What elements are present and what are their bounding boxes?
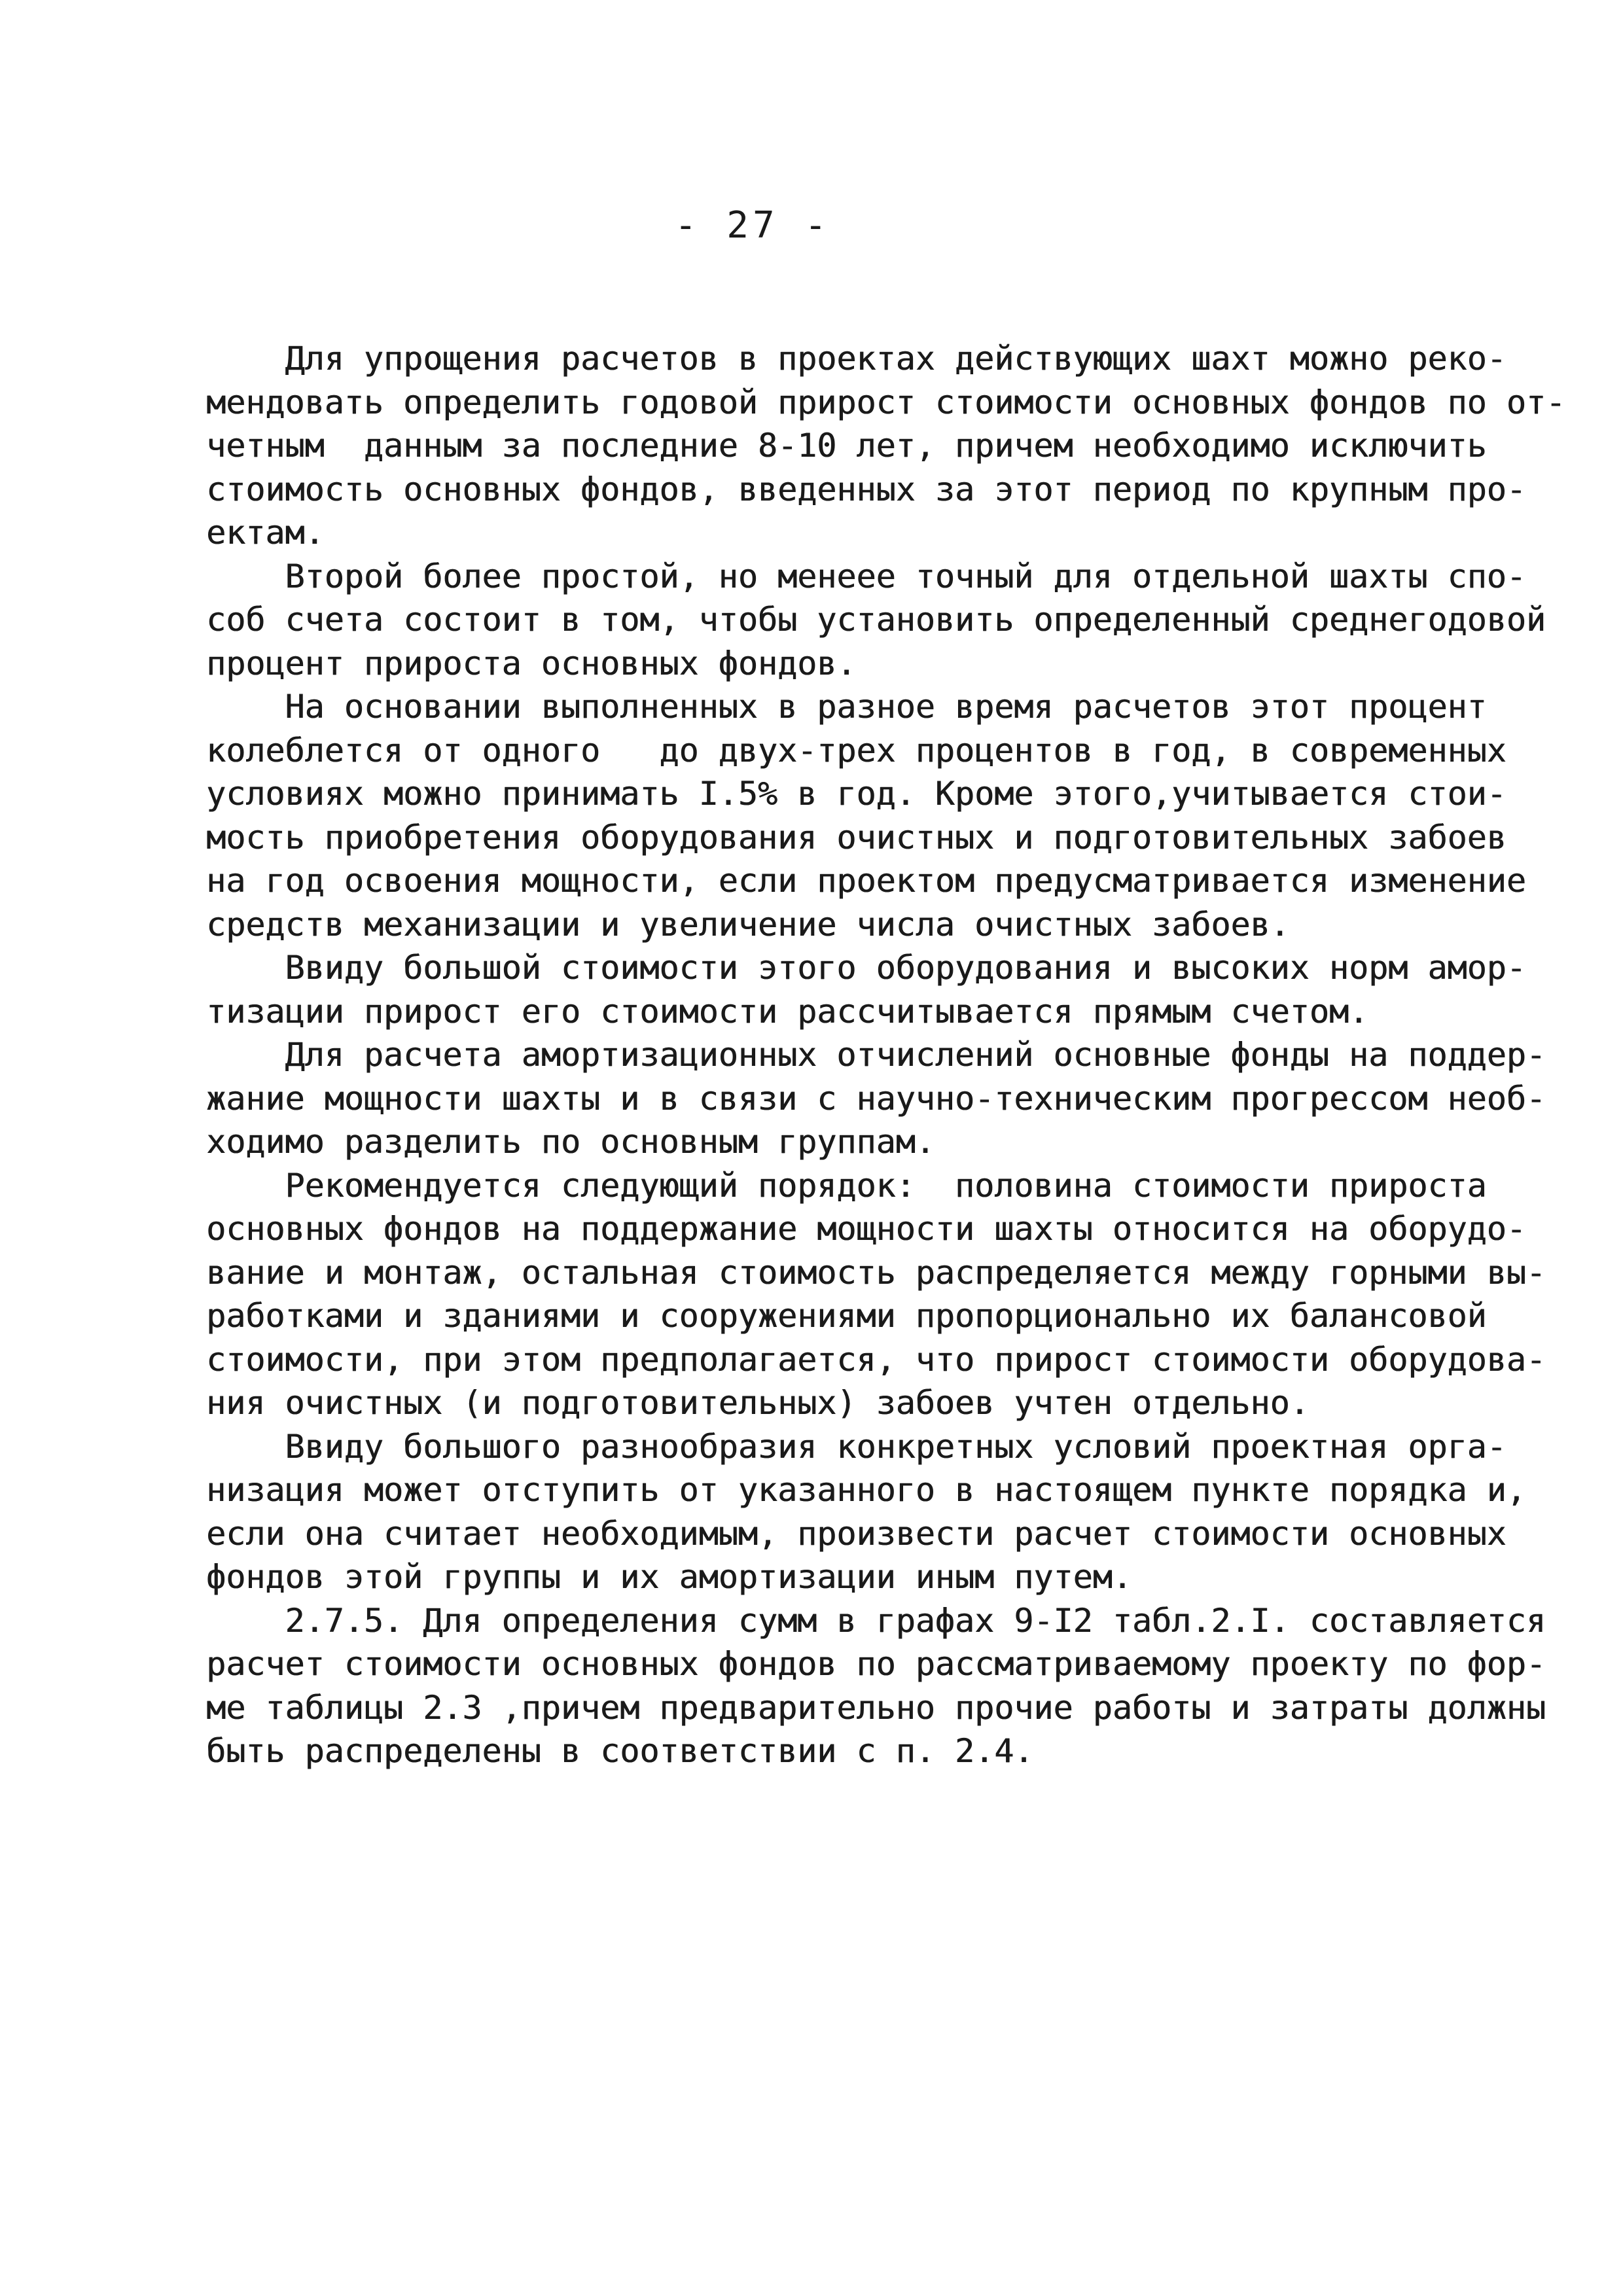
text-line: жание мощности шахты и в связи с научно-техническим прогрессом необ- [206,1079,1546,1118]
text-line: стоимости, при этом предполагается, что прирост стоимости оборудова- [206,1340,1546,1379]
text-line: Рекомендуется следующий порядок: половина стоимости прироста [206,1166,1487,1205]
paragraph [206,1425,1526,1599]
text-line: ния очистных (и подготовительных) забоев учтен отдельно. [206,1384,1310,1422]
paragraph [206,337,1566,555]
text-line: На основании выполненных в разное время расчетов этот процент [206,688,1487,726]
text-line: 2.7.5. Для определения сумм в графах 9-I2 табл.2.I. составляется [206,1601,1546,1640]
paragraph [206,1033,1546,1164]
text-line: основных фондов на поддержание мощности шахты относится на оборудо- [206,1210,1526,1248]
text-line: мендовать определить годовой прирост стоимости основных фондов по от- [206,383,1566,421]
text-line: колеблется от одного до двух-трех процентов в год, в современных [206,731,1507,769]
text-line: средств механизации и увеличение числа очистных забоев. [206,905,1290,944]
text-line: условиях можно принимать I.5% в год. Кроме этого,учитывается стои- [206,775,1507,813]
paragraph [206,555,1546,686]
text-line: работками и зданиями и сооружениями пропорционально их балансовой [206,1297,1487,1335]
text-line: Ввиду большого разнообразия конкретных условий проектная орга- [206,1427,1507,1466]
paragraph [206,1164,1546,1425]
text-line: на год освоения мощности, если проектом предусматривается изменение [206,862,1526,900]
text-line: Для упрощения расчетов в проектах действующих шахт можно реко- [206,340,1507,378]
text-line: низация может отступить от указанного в настоящем пункте порядка и, [206,1471,1526,1509]
text-line: Второй более простой, но менеее точный для отдельной шахты спо- [206,557,1526,595]
text-line: соб счета состоит в том, чтобы установить определенный среднегодовой [206,601,1546,639]
text-line: расчет стоимости основных фондов по рассматриваемому проекту по фор- [206,1645,1546,1683]
text-line: ходимо разделить по основным группам. [206,1123,935,1161]
text-line: четным данным за последние 8-10 лет, причем необходимо исключить [206,427,1487,465]
text-line: стоимость основных фондов, введенных за этот период по крупным про- [206,470,1526,508]
text-line: процент прироста основных фондов. [206,644,857,682]
text-line: быть распределены в соответствии с п. 2.4. [206,1732,1034,1770]
paragraph [206,685,1526,946]
text-line: ме таблицы 2.3 ,причем предварительно прочие работы и затраты должны [206,1688,1546,1727]
page-number: - 27 - [674,204,831,247]
text-line: ектам. [206,514,325,552]
text-line: фондов этой группы и их амортизации иным путем. [206,1558,1132,1596]
text-line: Ввиду большой стоимости этого оборудования и высоких норм амор- [206,949,1526,987]
paragraph [206,1599,1546,1773]
text-line: мость приобретения оборудования очистных и подготовительных забоев [206,818,1507,857]
paragraph [206,946,1526,1033]
text-line: Для расчета амортизационных отчислений основные фонды на поддер- [206,1036,1546,1074]
text-line: вание и монтаж, остальная стоимость распределяется между горными вы- [206,1253,1546,1292]
text-line: если она считает необходимым, произвести расчет стоимости основных [206,1514,1507,1553]
body-text [206,337,1566,1773]
text-line: тизации прирост его стоимости рассчитывается прямым счетом. [206,992,1369,1031]
